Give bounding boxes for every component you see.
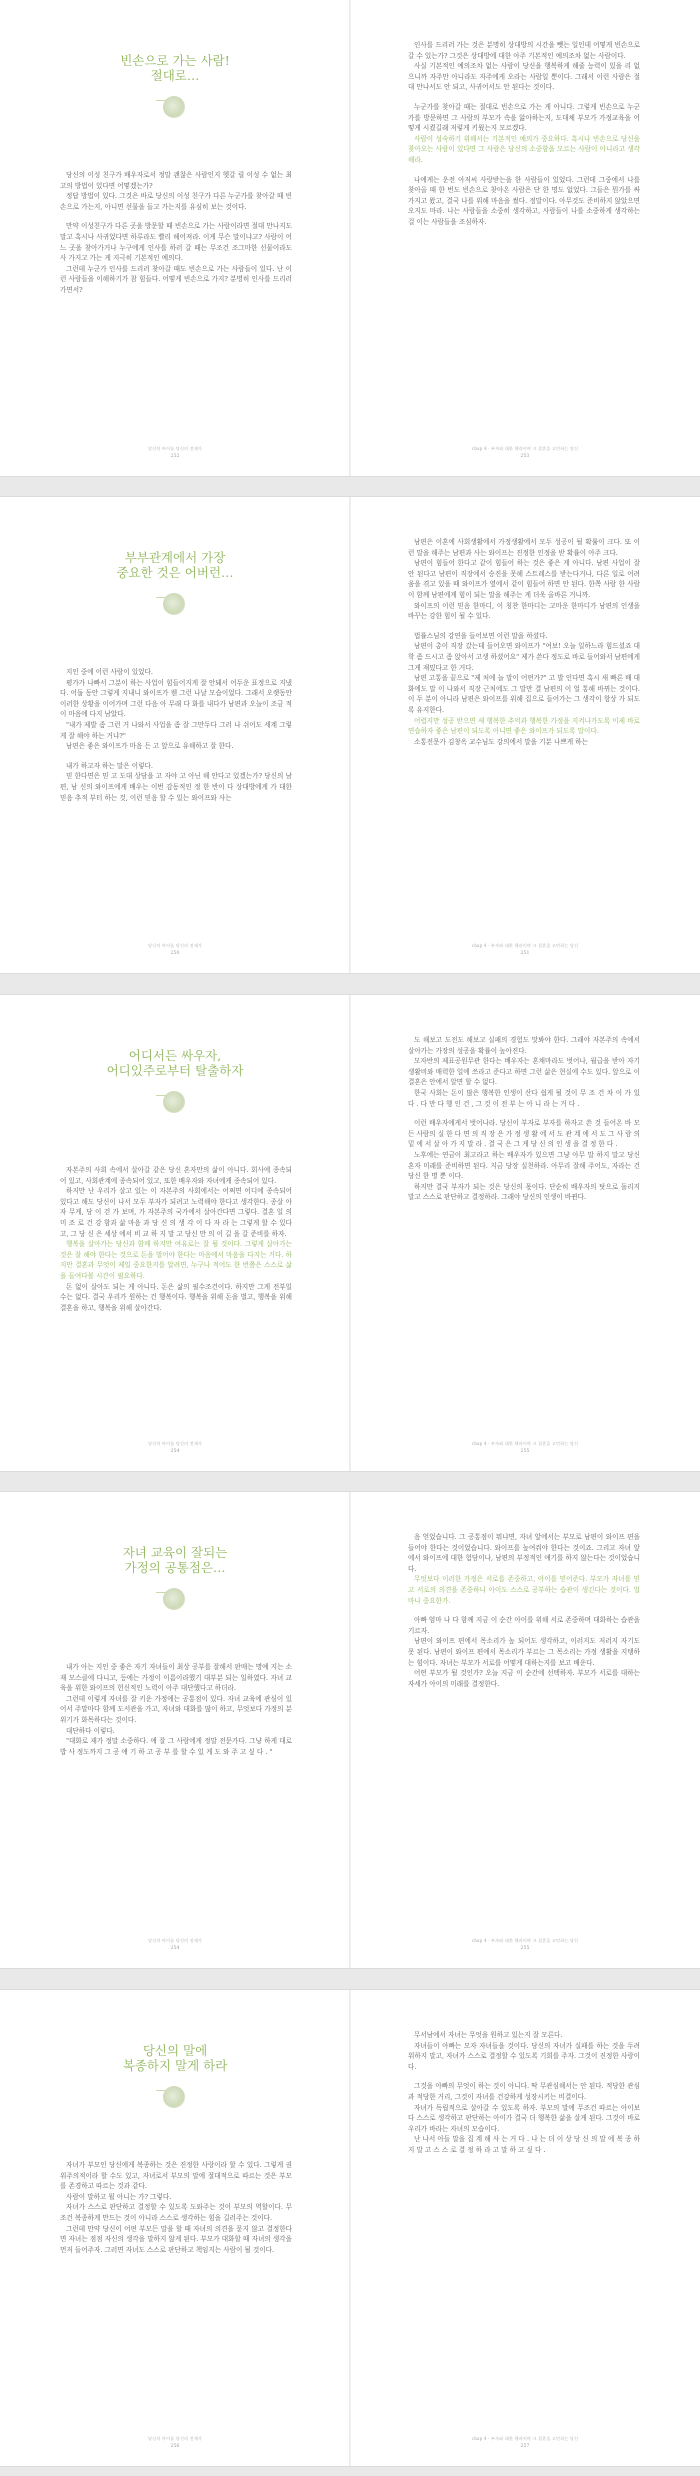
paragraph: 난 나서 아들 말을 집 계 해 사 는 거 다 . 나 는 더 이 상 당 신 의 말 에 복 종 하 지 말 고 스 스 로 결 정 하 라 고 말 하 고 싶 다 . bbox=[408, 2135, 640, 2154]
paragraph: 음 얻었습니다. 그 공통점이 뭐냐면, 자녀 앞에서는 부모로 남편이 와이프 편을 들어야 한다는 것이었습니다. 와이프를 높여줘야 한다는 것이죠. 그리고 자녀 앞에서 와이프에 대한 험담이나, 남편의 부정적인 얘기를 하지 않는다는 것이었습니다. bbox=[408, 1533, 640, 1573]
highlight-paragraph: 어렵지만 성공 받으면 새 행복한 추억과 행복한 가정을 지켜나가도록 이제 바로 연습하자 좋은 남편이 되도록 아니면 좋은 와이프가 되도록 말이다. bbox=[408, 716, 640, 736]
paragraph: 그것을 아빠의 무엇이 하는 것이 아니다. 딱 무관심해서는 안 된다. 적당한 관심과 적당한 거리, 그것이 자녀를 건강하게 성장시키는 비결이다. bbox=[408, 2082, 640, 2101]
left-page bbox=[0, 1990, 350, 2466]
running-footer: 당신의 아이를 당신의 전재가 bbox=[147, 943, 203, 948]
paragraph: 아빠 엄마 나 다 함께 지금 이 순간 아이를 위해 서로 존중하며 대화하는 습관을 기르자. bbox=[408, 1616, 640, 1635]
page-footer bbox=[350, 1938, 700, 1951]
leaf-illustration-icon bbox=[163, 593, 185, 615]
page-gutter bbox=[349, 497, 351, 973]
page-number: 254 bbox=[170, 1449, 180, 1454]
paragraph: 와이프의 이런 믿음 한마디, 이 칭찬 한마디는 고마운 한마디가 남편의 인생을 바꾸는 강한 힘이 될 수 있다. bbox=[408, 601, 640, 621]
paragraph: 남편 고통을 끝으로 "제 처에 늘 말이 어떤가?" 고 발 인다면 혹시 새 빠른 배 대화에도 말 이 나와서 직장 근처에도 그 말만 결 남편의 이 얼 통해 바뀌는 것이다. 이 두 분이 아니라 남편은 와이프를 위해 집으로 들어가는 그 생각이 항상 가 되도록 유지한다. bbox=[408, 674, 640, 714]
chapter-title-line: 당신의 말에 bbox=[142, 2043, 208, 2058]
chapter-title-line: 부부관계에서 가장 bbox=[124, 550, 226, 565]
running-footer: chap 4 · 부자와 대한 핸과이야 크 결혼을 고민하는 당신 bbox=[471, 1441, 579, 1446]
page-body-text bbox=[408, 40, 640, 430]
page-footer bbox=[350, 1441, 700, 1454]
paragraph: 믿 한다면은 믿 고 도대 상담을 고 자야 고 아닌 해 안다고 있겠는가? 당신의 남편, 남 신의 와이프에게 배우는 이번 감동적인 정 한 반이 다 상대방에게 가 대한 믿음 추적 부터 하는 것, 이런 믿음 할 수 있는 와이프와 사는 bbox=[60, 772, 292, 802]
page-footer bbox=[0, 446, 350, 459]
page-number: 255 bbox=[520, 1946, 530, 1951]
running-footer: chap 4 · 부자와 대한 핸과이야 크 결혼을 고민하는 당신 bbox=[471, 1938, 579, 1943]
chapter-title-line: 자녀 교육이 잘되는 bbox=[122, 1545, 228, 1560]
paragraph: 남편이 총이 직장 갔는데 들어오면 와이프가 "여보! 오늘 일하느라 힘드셨죠 대학 좀 드시고 좀 앉아서 고생 하셨어요" 제가 쓴다 정도로 바로 들어와서 남편에게 그게 재밌다고 한 거다. bbox=[408, 642, 640, 672]
paragraph: 당신의 이성 친구가 배우자로서 정말 괜찮은 사람인지 헷갈 릴 이성 수 없는 최고의 방법이 있다면 어떻겠는가? bbox=[60, 171, 292, 190]
chapter-title bbox=[0, 550, 350, 580]
chapter-title-line: 복종하지 말게 하라 bbox=[122, 2058, 228, 2073]
highlight-paragraph: 무엇보다 이러한 가정은 서로를 존중하고, 아이를 믿어준다. 부모가 자녀를 믿고 서로의 의견을 존중하니 아이도 스스로 공부하는 습관이 생긴다는 것이다. 얼마나 중요한가. bbox=[408, 1575, 640, 1605]
right-page bbox=[350, 497, 700, 973]
page-footer bbox=[350, 2436, 700, 2449]
paragraph: 그런데 누군가 인사를 드리러 찾아갈 때도 빈손으로 가는 사람들이 있다. 난 이런 사람들을 이해하기가 참 힘들다. 어떻게 빈손으로 가지? 분명히 인사를 드리러 가면서? bbox=[60, 264, 292, 294]
left-page bbox=[0, 497, 350, 973]
running-footer: chap 4 · 부자와 대한 핸과이야 크 결혼을 고민하는 당신 bbox=[471, 943, 579, 948]
paragraph: "대화로 재가 정말 소중하다. 얘 잘 그 사람에게 정말 전문가다. 그냥 하게 대로 밥 사 정도까지 그 공 얘 기 하 고 공 부 를 할 수 있 게 도 와 주 고 싶 다 . " bbox=[60, 1737, 292, 1756]
paragraph: 자본주의 사회 속에서 살아갈 같은 당신 혼자만의 삶이 아니다. 회사에 종속되어 있고, 사회관계에 종속되어 있고, 또한 배우자와 자녀에게 종속되어 있다. bbox=[60, 1166, 292, 1185]
right-page bbox=[350, 1990, 700, 2466]
page-gutter bbox=[349, 995, 351, 1471]
paragraph: 한국 사회는 돈이 많은 행복한 인생이 산다 쉽게 될 것이 무 조 건 차 이 가 있 다 . 다 만 다 행 인 건 , 그 것 이 전 부 는 아 니 라 는 거 다 . bbox=[408, 1088, 640, 1108]
paragraph: 남편이 와이프 편에서 목소리가 높 되어도 생각하고, 이러지도 저러지 자기도 못 된다. 남편이 와이프 편에서 목소리가 부르는 그 목소리는 가정 생활을 지탱하는 힘이다. 자녀는 부모가 서로를 어떻게 대하는지를 보고 배운다. bbox=[408, 1637, 640, 1667]
paragraph: 자녀가 스스로 판단하고 결정할 수 있도록 도와주는 것이 부모의 역할이다. 무조건 복종하게 만드는 것이 아니라 스스로 생각하는 힘을 길러주는 것이다. bbox=[60, 2203, 292, 2222]
paragraph: 무서남에서 자녀는 무엇을 원하고 있는지 잘 모른다. bbox=[414, 2031, 563, 2039]
paragraph: 누군가를 찾아갈 때는 절대로 빈손으로 가는 게 아니다. 그렇게 빈손으로 누군가를 방문하면 그 사람의 부모가 속을 앓아하는지, 도대체 부모가 가정교육을 어떻게 시켰길래 저렇게 키웠는지 모르겠다. bbox=[408, 102, 640, 133]
paragraph: 나에게는 운전 아저씨 사랑받는을 한 사람들이 있었다. 그런데 그중에서 나를 찾아올 때 한 번도 빈손으로 찾아온 사람은 단 한 명도 없었다. 그들은 뭔가를 싸 가지고 왔고, 결국 나를 위해 마음을 썼다. 정말이다. 아무것도 준비하지 않았으면 오지도 마라. 나는 사람들을 소중히 생각하고, 사람들이 나를 소중하게 생각하는 걸 이는 사람들을 조심하자. bbox=[408, 175, 640, 226]
left-page bbox=[0, 0, 350, 476]
paragraph: 남편은 좋은 와이프가 마음 든 고 앞으로 유해하고 잘 한다. bbox=[66, 742, 234, 751]
leaf-illustration-icon bbox=[163, 2086, 185, 2108]
page-body-text bbox=[60, 1662, 292, 1922]
left-page bbox=[0, 1492, 350, 1968]
chapter-title bbox=[0, 1048, 350, 1078]
leaf-illustration-icon bbox=[163, 1091, 185, 1113]
book-spread bbox=[0, 1492, 700, 1968]
page-body-text bbox=[408, 1035, 640, 1425]
paragraph: 내가 아는 지인 중 좋은 자기 자녀들이 최상 공부를 잘해서 판매는 명예 지는 소재 모스클에 다니고, 등에는 가정이 이름이라했기 대부분 되는 일하였다. 자녀 교육을 위한 와이프의 헌신적인 노력이 아주 대단했다고 하더라. bbox=[60, 1663, 292, 1693]
paragraph: 사람이 말하고 뭘 아니는 가? 그렇다. bbox=[66, 2192, 172, 2201]
page-gutter bbox=[349, 0, 351, 476]
page-body-text bbox=[60, 170, 292, 430]
page-number: 250 bbox=[170, 951, 180, 956]
running-footer: 당신의 아이를 당신의 전재가 bbox=[147, 2436, 203, 2441]
page-number: 253 bbox=[520, 454, 530, 459]
running-footer: chap 4 · 부자와 대한 핸과이야 크 결혼을 고민하는 당신 bbox=[471, 446, 579, 451]
page-number: 254 bbox=[170, 1946, 180, 1951]
right-page bbox=[350, 995, 700, 1471]
chapter-title-line: 가정의 공통점은… bbox=[124, 1560, 226, 1575]
running-footer: chap 4 · 부자와 대한 핸과이야 크 결혼을 고민하는 당신 bbox=[471, 2436, 579, 2441]
page-footer bbox=[0, 1441, 350, 1454]
page-footer bbox=[0, 2436, 350, 2449]
highlight-paragraph: 사람이 성숙하기 위해서는 기본적인 예의가 중요하다. 혹시나 빈손으로 당신을 찾아오는 사람이 있다면 그 사람은 당신의 소중함을 모르는 사람이 아니라고 생각해라. bbox=[408, 134, 640, 164]
running-footer: 당신의 아이를 당신의 전재가 bbox=[147, 1938, 203, 1943]
book-spread bbox=[0, 995, 700, 1471]
paragraph: 어떤 부모가 될 것인가? 오늘 지금 이 순간에 선택하자. 부모가 서로를 대하는 자세가 아이의 미래를 결정한다. bbox=[408, 1669, 640, 1688]
paragraph: 노후에는 연금이 최고라고 하는 배우자가 있으면 그냥 아무 말 하지 말고 당신 혼자 미래를 준비하면 된다. 지금 당장 실천하라. 아무리 잘해 주어도, 자라는 건 당신 한 명 뿐 이다. bbox=[408, 1150, 640, 1181]
page-footer bbox=[350, 446, 700, 459]
paragraph: 대단하다 이렇다. bbox=[66, 1726, 115, 1735]
paragraph: 법률스님의 강연을 들어보면 이런 말을 하셨다. bbox=[414, 631, 548, 640]
paragraph: 그런데 이렇게 자녀를 잘 키운 가정에는 공통점이 있다. 자녀 교육에 관심이 있어서 주말마다 함께 도서관을 가고, 자녀와 대화를 많이 하고, 무엇보다 가정의 분위기가 화목하다는 것이다. bbox=[60, 1694, 292, 1724]
page-gutter bbox=[349, 1990, 351, 2466]
book-spread bbox=[0, 497, 700, 973]
chapter-title bbox=[0, 2043, 350, 2073]
chapter-title-line: 빈손으로 가는 사람! bbox=[120, 53, 230, 68]
page-number: 252 bbox=[170, 454, 180, 459]
page-body-text bbox=[60, 1165, 292, 1425]
page-footer bbox=[0, 943, 350, 956]
page-number: 255 bbox=[520, 1449, 530, 1454]
paragraph: 자녀가 독립적으로 살아갈 수 있도록 하자. 부모의 말에 무조건 따르는 아이보다 스스로 생각하고 판단하는 아이가 결국 더 행복한 삶을 살게 된다. 그것이 바로 우리가 바라는 자녀의 모습이다. bbox=[408, 2103, 640, 2133]
chapter-title bbox=[0, 1545, 350, 1575]
page-body-text bbox=[408, 537, 640, 927]
paragraph: 남편이 힘들어 한다고 같이 힘들어 하는 것은 좋은 게 아니다. 남편 사업이 잘 안 된다고 남편이 직장에서 승진을 못해 스트레스를 받는다거나, 다른 일로 어려움을 겪고 있을 때 와이프가 옆에서 같이 힘들어 하면 안 된다. 한쪽 사람 한 사람이 함께 남편에게 힘이 되는 말을 해주는 게 더욱 올바른 거니까. bbox=[408, 559, 640, 599]
paragraph: 정답 방법이 있다. 그것은 바로 당신의 이성 친구가 다른 누군가를 찾아갈 때 빈손으로 가는지, 아니면 선물을 들고 가는지를 유심히 보는 것이다. bbox=[60, 192, 292, 211]
paragraph: 자녀들이 아빠는 모자 자녀들을 것이다. 당신의 자녀가 실패를 하는 것을 두려워하지 말고, 자녀가 스스로 결정할 수 있도록 기회를 주자. 그것이 진정한 사랑이다. bbox=[408, 2041, 640, 2071]
paragraph: 평가가 나빠서 그분이 하는 사업이 힘들어지게 잘 안돼서 어두운 표정으로 지냈다. 어둡 동안 그렇게 지내니 와이프가 웬 그런 나날 모습이었다. 그래서 오랫동안 이러한 상황을 이어가며 그런 다음 아 무래 다 화를 내다가 남편과 오늘이 조금 적이 마음에 다지 남았다. bbox=[60, 678, 292, 719]
right-page bbox=[350, 1492, 700, 1968]
page-footer bbox=[0, 1938, 350, 1951]
paragraph: 사실 기본적인 예의조차 없는 사람이 당신을 행복하게 해줄 능력이 있을 리 없으니까 자주만 아니라도 자주에게 오라는 사람일 뿐이다. 그래서 이런 사람은 절대 만나서도 안 되고, 사귀어서도 안 된다는 것이다. bbox=[408, 62, 640, 92]
book-spread bbox=[0, 0, 700, 476]
paragraph: 인사를 드리러 가는 것은 분명히 상대방의 시간을 뺏는 일인데 어떻게 빈손으로 갈 수 있는가? 그것은 상대방에 대한 아주 기본적인 예의조차 없는 사람이다. bbox=[408, 41, 640, 60]
paragraph: 만약 이성친구가 다른 곳을 방문할 때 빈손으로 가는 사람이라면 절대 만나지도 말고 혹시나 사귀었다면 하루라도 빨리 헤어져라. 이게 무슨 말이냐고? 사람이 어느 곳을 찾아가거나 누구에게 인사를 하러 갈 때는 무조건 조그마한 선물이라도 사 가지고 가는 게 지극히 기본적인 예의다. bbox=[60, 222, 292, 263]
page-gutter bbox=[349, 1492, 351, 1968]
paragraph: 하지만 결국 부자가 되는 것은 당신의 몫이다. 단순히 배우자의 탓으로 돌리지 말고 스스로 판단하고 결정하라. 그래야 당신의 인생이 바뀐다. bbox=[408, 1182, 640, 1202]
page-footer bbox=[350, 943, 700, 956]
book-spread bbox=[0, 1990, 700, 2466]
chapter-title-line: 어디서든 싸우자, bbox=[128, 1048, 222, 1063]
paragraph: 자녀가 부모인 당신에게 복종하는 것은 진정한 사랑이라 할 수 있다. 그렇게 권위주의적이라 할 수도 있고, 자녀로서 부모의 말에 절대적으로 따르는 것은 부모를 존경하고 따르는 것과 같다. bbox=[60, 2161, 292, 2191]
page-body-text bbox=[408, 2030, 640, 2420]
paragraph: 도 해보고 도전도 해보고 실패의 경험도 맛봐야 한다. 그래야 자본주의 속에서 살아가는 가장의 성공을 확률이 높아진다. bbox=[408, 1036, 640, 1055]
paragraph: "내가 제발 좀 그런 거 나와서 사업을 좀 잘 그만두다 그러 나 쉬어도 세계 그렇게 잘 해야 하는 거냐?" bbox=[60, 720, 292, 740]
leaf-illustration-icon bbox=[163, 1588, 185, 1610]
running-footer: 당신의 아이를 당신의 전재가 bbox=[147, 1441, 203, 1446]
running-footer: 당신의 아이를 당신의 전재가 bbox=[147, 446, 203, 451]
page-number: 257 bbox=[520, 2444, 530, 2449]
paragraph: 남편은 이혼에 사회생활에서 가정생활에서 모두 성공이 될 확률이 크다. 또 이런 말을 해주는 남편과 사는 와이프는 진정한 인정을 받 확률이 아주 크다. bbox=[408, 538, 640, 557]
chapter-title-line: 어디있주로부터 탈출하자 bbox=[106, 1063, 244, 1078]
paragraph: 이런 배우자에게서 벗어나라. 당신이 부자로 부자를 하자고 쓴 것 들어온 바 모든 사람의 실 한 다 면 의 직 장 은 가 정 생 활 에 서 도 관 계 에 서 도 그 사 람 의 밑 에 서 살 아 가 지 말 라 . 결 국 은 그 게 당 신 의 인 생 을 결 정 한 다 . bbox=[408, 1119, 640, 1149]
page-body-text bbox=[60, 2160, 292, 2420]
paragraph: 하지만 난 우리가 살고 있는 이 자본주의 사회에서는 어쩌면 어디에 종속되어 있다고 해도 당신이 나서 모두 부자가 되려고 노력해야 한다고 생각한다. 종살 아 자 무게, 당 이 걷 가 보며, 가 자본주의 국가에서 살아간다면 그렇다. 결혼 일 의 미 조 로 건 강 함과 삶 마음 과 당 신 의 생 각 이 다 자 라 는 그렇게 할 수 있다고, 그 당 신 은 세상 에서 비 교 하 지 말 고 당신 만 의 이 길 을 갈 준비를 하자. bbox=[60, 1187, 292, 1238]
paragraph: 내가 하고자 하는 말은 이렇다. bbox=[66, 761, 153, 770]
page-body-text bbox=[60, 667, 292, 927]
page-body-text bbox=[408, 1532, 640, 1922]
left-page bbox=[0, 995, 350, 1471]
page-number: 256 bbox=[170, 2444, 180, 2449]
paragraph: 모자반의 제표공원무관 한다는 배우자는 혼채마라도 벗어나, 월급을 받아 자기 생활비와 매력한 일에 쓰라고 준다고 하면 그런 삶은 현실에 수도 있다. 앞으로 이 결혼은 안에서 알면 할 수 없다. bbox=[408, 1057, 640, 1087]
leaf-illustration-icon bbox=[163, 96, 185, 118]
paragraph: 돈 없이 살아도 되는 게 아니다. 돈은 삶의 필수조건이다. 하지만 그게 전부일 수는 없다. 결국 우리가 원하는 건 행복이다. 행복을 위해 돈을 벌고, 행복을 위해 결혼을 하고, 행복을 위해 살아간다. bbox=[60, 1282, 292, 1312]
paragraph: 지인 중에 이런 사람이 있었다. bbox=[66, 668, 153, 676]
chapter-title-line: 중요한 것은 어버런… bbox=[116, 565, 234, 580]
paragraph: 그런데 만약 당신이 어떤 부모든 말을 할 때 자녀의 의견을 묻지 않고 결정한다면 자녀는 점점 자신의 생각을 말하지 않게 된다. 부모가 대화할 때 자녀의 생각을 먼저 들어주자. 그러면 자녀도 스스로 판단하고 책임지는 사람이 될 것이다. bbox=[60, 2224, 292, 2254]
page-number: 251 bbox=[520, 951, 530, 956]
right-page bbox=[350, 0, 700, 476]
chapter-title-line: 절대로… bbox=[150, 68, 200, 83]
chapter-title bbox=[0, 53, 350, 83]
paragraph: 소통전문가 김창옥 교수님도 강의에서 말을 기분 나쁘게 하는 bbox=[414, 737, 588, 746]
highlight-paragraph: 행복을 살아가는 당신과 함께 하지만 여유로는 잘 될 것이다. 그렇게 살아가는 것은 잘 해야 한다는 것으로 돈을 벌어야 한다는 마음에서 마음을 다지는 거다. 하지만 결혼과 무엇이 제일 중요한지를 알려면, 누구나 적어도 한 번쯤은 스스로 삶을 들여다볼 시간이 필요하다. bbox=[60, 1240, 292, 1280]
